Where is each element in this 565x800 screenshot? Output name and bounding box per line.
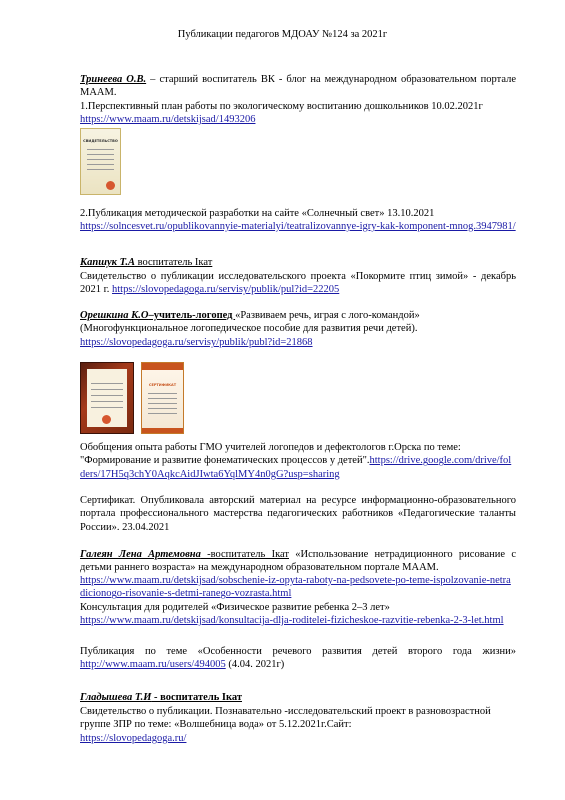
entry-gladysheva: [80, 691, 516, 704]
publication-link[interactable]: https://slovopedagoga.ru/: [80, 732, 187, 744]
entry-galeyan: [80, 548, 516, 575]
diploma-image: [80, 362, 134, 434]
author-name: Орешкина К.О: [80, 310, 149, 321]
publication-item: Свидетельство о публикации. Познавательно -исследовательский проект в разновозрастной группе ЗПР по теме: «Волшебница вода» от 5.12.2021г.Сайт: https://slovopedagoga.ru/: [80, 706, 491, 744]
publication-link[interactable]: https://drive.google.com/drive/folders/17H5q3chY0AqkcAidJIwta6YqlMY4n0gG?usp=sharing: [80, 455, 512, 480]
entry-trineeva: [80, 73, 516, 100]
publication-link[interactable]: http://www.maam.ru/users/494005: [80, 659, 226, 671]
publication-link[interactable]: https://slovopedagoga.ru/servisy/publik/publ?id=21868: [80, 337, 313, 348]
publication-item: 2.Публикация методической разработки на сайте «Солнечный свет» 13.10.2021: [80, 208, 435, 219]
seal-icon: [106, 181, 115, 190]
publication-item: Публикация по теме «Особенности речевого развития детей второго года жизни» http://www.maam.ru/users/494005 (4.04. 2021г): [80, 646, 516, 671]
certificate-image: [80, 128, 121, 195]
entry-oreshkina: [80, 309, 516, 336]
page-title: Публикации педагогов МДОАУ №124 за 2021г: [177, 29, 388, 40]
publication-item: Обобщения опыта работы ГМО учителей логопедов и дефектологов г.Орска по теме: "Формирование и развитие фонематических процессов у детей".https://drive.google.com/drive/folders/17H5q3chY0AqkcAidJIwta6YqlMY4n0gG?usp=sharing: [80, 442, 512, 480]
entry-kapshuk: [80, 256, 516, 269]
publication-link[interactable]: https://www.maam.ru/detskijsad/1493206: [80, 114, 256, 125]
publication-link[interactable]: https://slovopedagoga.ru/servisy/publik/pul?id=22205: [112, 284, 340, 296]
seal-icon: [102, 415, 111, 424]
author-name: Капшук Т.А: [80, 257, 135, 268]
certificate-title: СЕРТИФИКАТ: [148, 383, 177, 387]
author-name: Галеян Лена Артемовна: [80, 549, 201, 560]
publication-item: Свидетельство о публикации исследовательского проекта «Покормите птиц зимой» - декабрь 2021 г. https://slovopedagoga.ru/servisy/publik/pul?id=22205: [80, 271, 516, 296]
certificate-title: СВИДЕТЕЛЬСТВО: [83, 139, 118, 143]
publication-link[interactable]: https://www.maam.ru/detskijsad/sobschenie-iz-opyta-raboty-na-pedsovete-po-teme-ispolzovanie-netradicionogo-risovanie-s-detmi-ranego-vozrasta.html: [80, 575, 511, 600]
publication-item: Сертификат. Опубликовала авторский материал на ресурсе информационно-образовательного портала профессионального мастерства педагогических работников «Педагогические таланты России». 23.04.2021: [80, 495, 516, 533]
certificate-image: [141, 362, 184, 434]
author-name: Гладышева Т.И: [80, 692, 152, 703]
author-name: Тринеева О.В.: [80, 74, 147, 85]
author-role: –учитель-логопед: [148, 310, 236, 321]
author-role: воспитатель Ікат: [134, 257, 213, 268]
author-role: -воспитатель Ікат: [200, 549, 289, 560]
publication-text: «Развиваем речь, играя с лого-командой» (Многофункциональное логопедическое пособие для развития речи детей).: [80, 310, 420, 335]
publication-item: Консультация для родителей «Физическое развитие ребенка 2–3 лет»: [80, 602, 390, 613]
publication-item: 1.Перспективный план работы по экологическому воспитанию дошкольников 10.02.2021г: [80, 101, 483, 112]
author-role: - воспитатель Ікат: [151, 692, 242, 703]
author-role: – старший воспитатель ВК - блог на международном образовательном портале МААМ.: [80, 74, 516, 99]
publication-link[interactable]: https://solncesvet.ru/opublikovannyie-materialyi/teatralizovannye-igry-kak-komponent-mnog.3947981/: [80, 221, 516, 232]
publication-link[interactable]: https://www.maam.ru/detskijsad/konsultacija-dlja-roditelei-fizicheskoe-razvitie-rebenka-2-3-let.html: [80, 615, 504, 626]
publication-text: «Использование нетрадиционного рисование с детьми раннего возраста» на международном образовательном портале МААМ.: [80, 549, 516, 574]
